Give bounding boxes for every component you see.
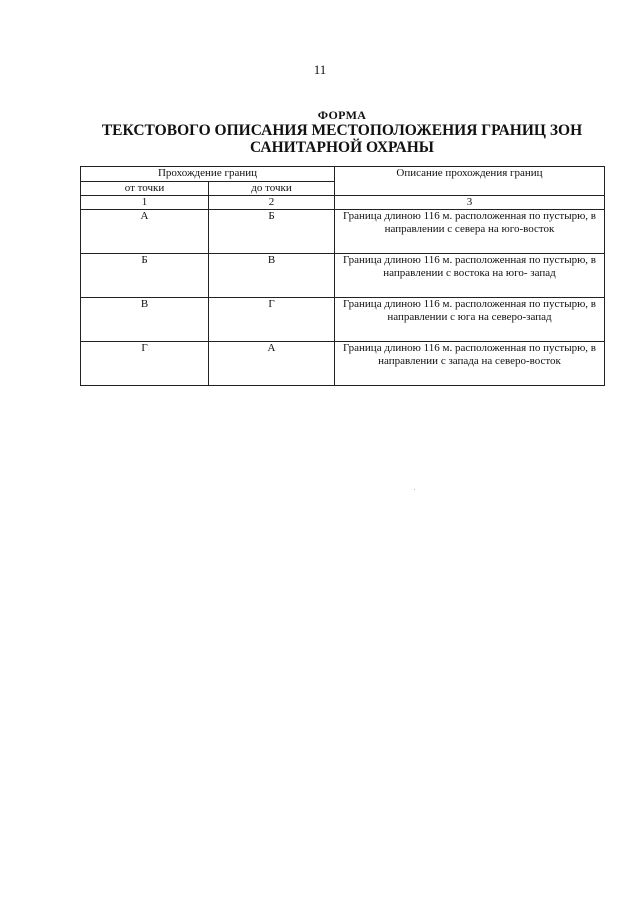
cell-from-point: А [81, 210, 209, 254]
cell-to-point: В [209, 254, 335, 298]
table-row [81, 342, 605, 386]
cell-description: Граница длиною 116 м. расположенная по пустырю, в направлении с запада на северо-восток [335, 342, 605, 386]
title-line-zones: САНИТАРНОЙ ОХРАНЫ [250, 139, 434, 156]
header-passage: Прохождение границ [81, 167, 335, 182]
cell-description: Граница длиною 116 м. расположенная по пустырю, в направлении с востока на юго- запад [335, 254, 605, 298]
cell-to-point: Г [209, 298, 335, 342]
table-row [81, 254, 605, 298]
column-number-1: 1 [81, 196, 209, 210]
cell-description: Граница длиною 116 м. расположенная по пустырю, в направлении с севера на юго-восток [335, 210, 605, 254]
table-header-row [81, 167, 605, 182]
cell-to-point: Б [209, 210, 335, 254]
boundary-table [80, 166, 605, 386]
column-number-2: 2 [209, 196, 335, 210]
title-line-description: ТЕКСТОВОГО ОПИСАНИЯ МЕСТОПОЛОЖЕНИЯ ГРАНИЦ ЗОН [101, 122, 583, 139]
document-title [80, 108, 604, 156]
header-from-point: от точки [81, 182, 209, 196]
title-line-form: ФОРМА [317, 108, 367, 122]
page-number: 11 [313, 62, 327, 77]
cell-from-point: Б [81, 254, 209, 298]
cell-from-point: В [81, 298, 209, 342]
scan-speck [414, 489, 415, 490]
table-row [81, 210, 605, 254]
table-row [81, 298, 605, 342]
table-column-numbers-row [81, 196, 605, 210]
header-to-point: до точки [209, 182, 335, 196]
column-number-3: 3 [335, 196, 605, 210]
header-description: Описание прохождения границ [335, 167, 605, 196]
cell-description: Граница длиною 116 м. расположенная по пустырю, в направлении с юга на северо-запад [335, 298, 605, 342]
cell-from-point: Г [81, 342, 209, 386]
cell-to-point: А [209, 342, 335, 386]
